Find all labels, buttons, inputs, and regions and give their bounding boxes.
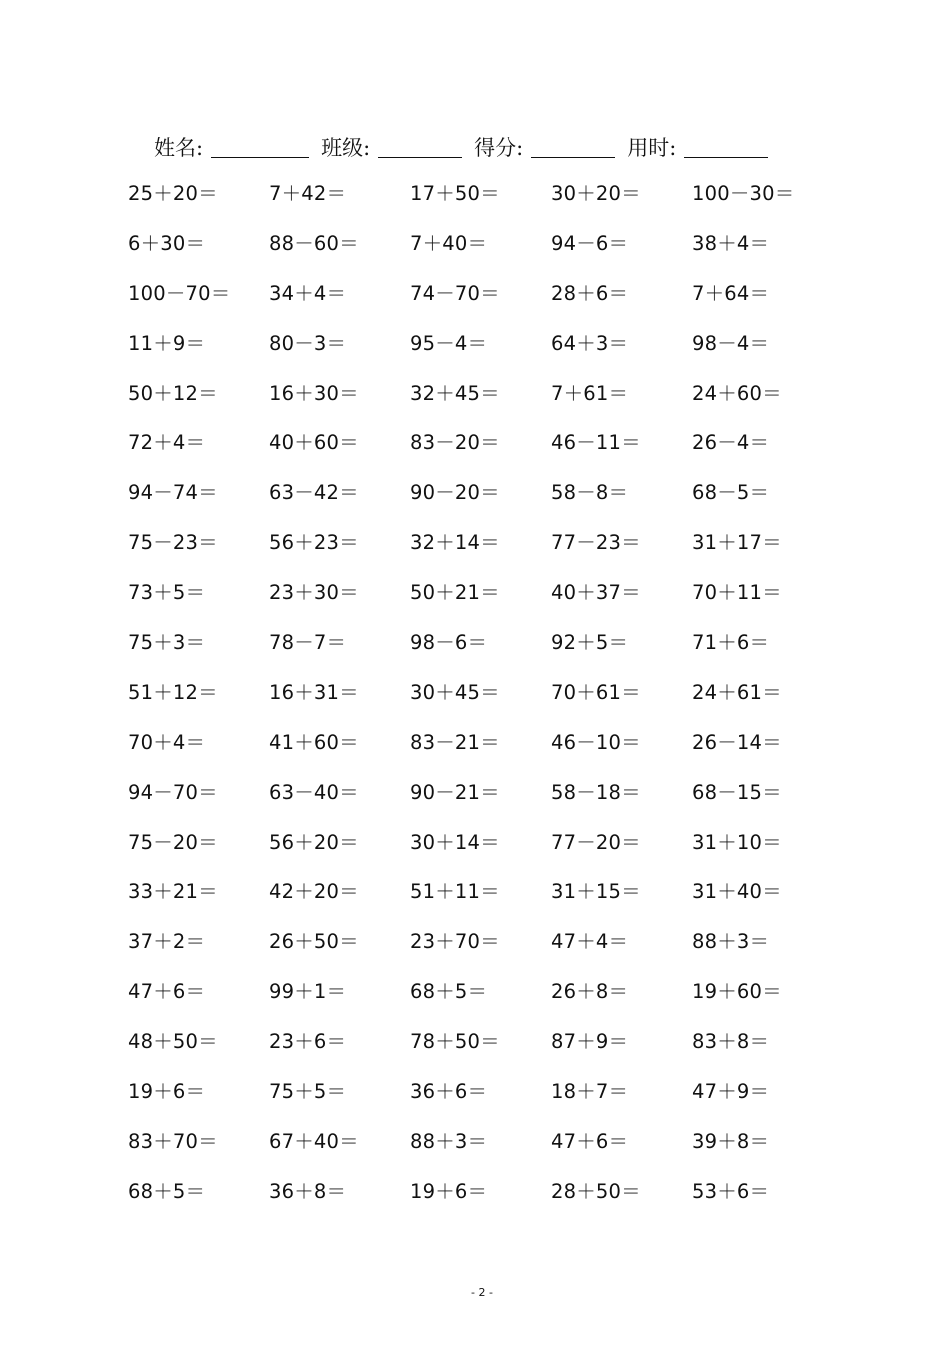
problem-item: 46－11＝ (551, 431, 641, 455)
problem-item: 47＋6＝ (551, 1129, 629, 1153)
problem-item: 77－23＝ (551, 531, 641, 555)
problem-item: 94－6＝ (551, 231, 629, 255)
problem-item: 92＋5＝ (551, 631, 629, 655)
problem-item: 74－70＝ (410, 281, 500, 305)
problem-item: 100－30＝ (692, 182, 795, 205)
score-blank-line[interactable] (531, 156, 615, 158)
class-field (321, 132, 462, 162)
problem-item: 75＋3＝ (128, 631, 206, 655)
problem-item: 7＋64＝ (692, 281, 770, 305)
problem-item: 30＋45＝ (410, 680, 500, 704)
problem-item: 16＋31＝ (269, 680, 359, 704)
problem-item: 33＋21＝ (128, 880, 218, 904)
problem-item: 26－14＝ (692, 730, 782, 754)
problem-item: 90－20＝ (410, 481, 500, 505)
score-field (474, 132, 615, 162)
problem-item: 83＋70＝ (128, 1129, 218, 1153)
problem-item: 67＋40＝ (269, 1129, 359, 1153)
problem-item: 40＋60＝ (269, 431, 359, 455)
problem-item: 31＋15＝ (551, 880, 641, 904)
problem-item: 51＋12＝ (128, 680, 218, 704)
problem-item: 7＋61＝ (551, 381, 629, 405)
problem-item: 28＋6＝ (551, 281, 629, 305)
problem-item: 83＋8＝ (692, 1030, 770, 1054)
problem-item: 30＋20＝ (551, 182, 641, 205)
problem-item: 75－23＝ (128, 531, 218, 555)
problem-item: 7＋42＝ (269, 182, 347, 205)
problem-item: 23＋6＝ (269, 1030, 347, 1054)
problem-item: 47＋6＝ (128, 980, 206, 1004)
problem-item: 68－5＝ (692, 481, 770, 505)
problem-item: 18＋7＝ (551, 1080, 629, 1104)
problem-item: 17＋50＝ (410, 182, 500, 205)
problem-item: 70＋11＝ (692, 581, 782, 605)
problem-item: 68＋5＝ (410, 980, 488, 1004)
problem-item: 98－6＝ (410, 631, 488, 655)
problem-item: 90－21＝ (410, 780, 500, 804)
problem-item: 78－7＝ (269, 631, 347, 655)
class-blank-line[interactable] (378, 156, 462, 158)
problem-item: 19＋6＝ (410, 1179, 488, 1203)
score-label: 得分: (474, 136, 524, 160)
problem-item: 46－10＝ (551, 730, 641, 754)
problem-item: 23＋30＝ (269, 581, 359, 605)
problem-item: 95－4＝ (410, 331, 488, 355)
problem-item: 71＋6＝ (692, 631, 770, 655)
problem-item: 75－20＝ (128, 830, 218, 854)
problem-item: 63－40＝ (269, 780, 359, 804)
page-number: - 2 - (471, 1286, 493, 1299)
problem-item: 99＋1＝ (269, 980, 347, 1004)
problem-item: 64＋3＝ (551, 331, 629, 355)
problem-grid (128, 174, 833, 1222)
problem-item: 31＋40＝ (692, 880, 782, 904)
problem-item: 42＋20＝ (269, 880, 359, 904)
problem-item: 83－20＝ (410, 431, 500, 455)
class-label: 班级: (321, 136, 371, 160)
problem-item: 19＋6＝ (128, 1080, 206, 1104)
problem-item: 70＋61＝ (551, 680, 641, 704)
problem-item: 83－21＝ (410, 730, 500, 754)
problem-item: 36＋8＝ (269, 1179, 347, 1203)
problem-item: 50＋21＝ (410, 581, 500, 605)
problem-item: 88＋3＝ (692, 930, 770, 954)
problem-item: 94－70＝ (128, 780, 218, 804)
problem-item: 88－60＝ (269, 231, 359, 255)
problem-item: 70＋4＝ (128, 730, 206, 754)
problem-item: 68＋5＝ (128, 1179, 206, 1203)
problem-item: 31＋10＝ (692, 830, 782, 854)
problem-item: 26－4＝ (692, 431, 770, 455)
time-field (627, 132, 768, 162)
problem-item: 28＋50＝ (551, 1179, 641, 1203)
problem-item: 98－4＝ (692, 331, 770, 355)
problem-item: 23＋70＝ (410, 930, 500, 954)
problem-item: 37＋2＝ (128, 930, 206, 954)
worksheet-header (154, 128, 780, 162)
problem-item: 50＋12＝ (128, 381, 218, 405)
problem-item: 75＋5＝ (269, 1080, 347, 1104)
problem-item: 32＋14＝ (410, 531, 500, 555)
problem-item: 51＋11＝ (410, 880, 500, 904)
problem-item: 58－18＝ (551, 780, 641, 804)
problem-item: 68－15＝ (692, 780, 782, 804)
problem-item: 25＋20＝ (128, 182, 218, 205)
problem-item: 72＋4＝ (128, 431, 206, 455)
problem-item: 24＋60＝ (692, 381, 782, 405)
problem-item: 36＋6＝ (410, 1080, 488, 1104)
problem-item: 47＋4＝ (551, 930, 629, 954)
problem-item: 100－70＝ (128, 281, 231, 305)
problem-item: 56＋20＝ (269, 830, 359, 854)
problem-item: 34＋4＝ (269, 281, 347, 305)
problem-item: 19＋60＝ (692, 980, 782, 1004)
problem-item: 48＋50＝ (128, 1030, 218, 1054)
problem-item: 11＋9＝ (128, 331, 206, 355)
problem-item: 26＋8＝ (551, 980, 629, 1004)
problem-item: 16＋30＝ (269, 381, 359, 405)
problem-item: 94－74＝ (128, 481, 218, 505)
problem-item: 53＋6＝ (692, 1179, 770, 1203)
problem-item: 26＋50＝ (269, 930, 359, 954)
problem-item: 77－20＝ (551, 830, 641, 854)
problem-item: 39＋8＝ (692, 1129, 770, 1153)
problem-item: 56＋23＝ (269, 531, 359, 555)
time-label: 用时: (627, 136, 677, 160)
name-blank-line[interactable] (211, 156, 309, 158)
problem-item: 87＋9＝ (551, 1030, 629, 1054)
problem-item: 6＋30＝ (128, 231, 206, 255)
problem-item: 47＋9＝ (692, 1080, 770, 1104)
problem-item: 31＋17＝ (692, 531, 782, 555)
problem-item: 7＋40＝ (410, 231, 488, 255)
problem-item: 88＋3＝ (410, 1129, 488, 1153)
problem-item: 80－3＝ (269, 331, 347, 355)
time-blank-line[interactable] (684, 156, 768, 158)
problem-item: 40＋37＝ (551, 581, 641, 605)
problem-item: 63－42＝ (269, 481, 359, 505)
problem-item: 24＋61＝ (692, 680, 782, 704)
problem-item: 73＋5＝ (128, 581, 206, 605)
name-field (154, 132, 309, 162)
problem-item: 41＋60＝ (269, 730, 359, 754)
problem-item: 32＋45＝ (410, 381, 500, 405)
name-label: 姓名: (154, 136, 204, 160)
problem-item: 30＋14＝ (410, 830, 500, 854)
problem-item: 78＋50＝ (410, 1030, 500, 1054)
problem-item: 38＋4＝ (692, 231, 770, 255)
problem-item: 58－8＝ (551, 481, 629, 505)
